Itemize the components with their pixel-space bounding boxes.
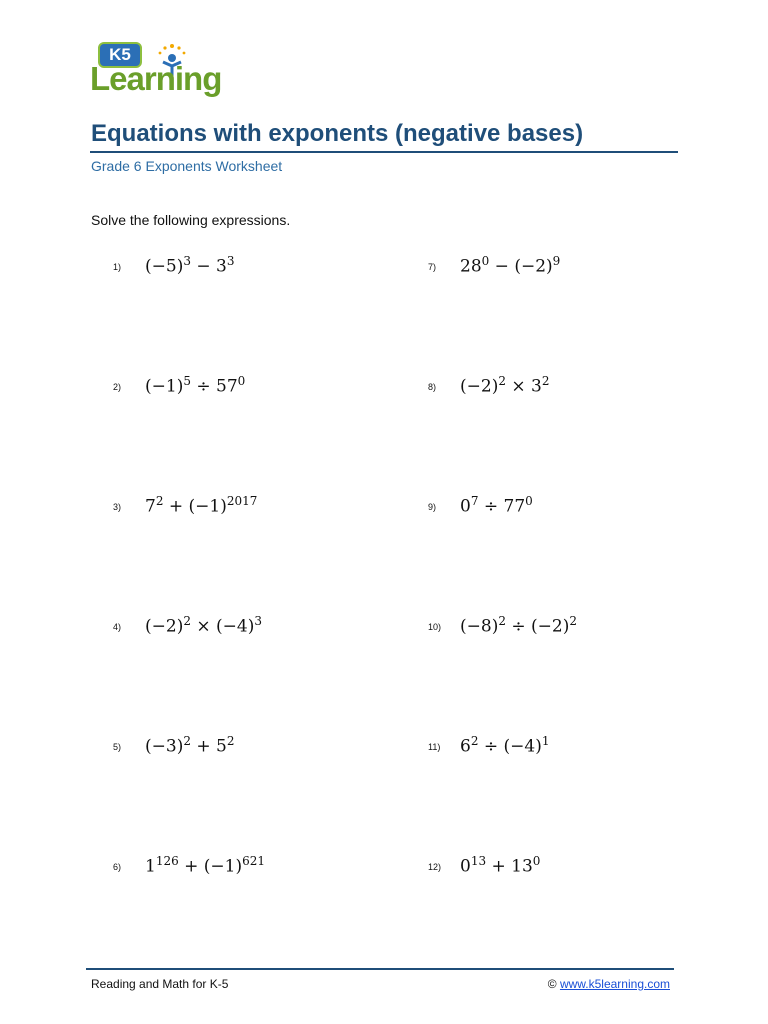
expression-exponent: 3 bbox=[226, 254, 235, 268]
expression-base: ÷ 57 bbox=[190, 376, 238, 397]
problem-number: 12) bbox=[428, 862, 442, 872]
expression-base: (−2) bbox=[460, 376, 499, 397]
instructions: Solve the following expressions. bbox=[91, 212, 291, 228]
expression-base: 0 bbox=[460, 496, 471, 517]
expression-base: ÷ 77 bbox=[478, 496, 526, 517]
expression-base: × (−4) bbox=[190, 616, 255, 637]
problem-number: 10) bbox=[428, 622, 442, 632]
problem-expression bbox=[460, 734, 550, 757]
expression-base: (−5) bbox=[145, 256, 184, 277]
problem-expression bbox=[460, 614, 577, 637]
problem-expression bbox=[460, 854, 540, 877]
problem-number: 1) bbox=[113, 262, 122, 272]
problem-number: 3) bbox=[113, 502, 122, 512]
problem-expression bbox=[460, 374, 549, 397]
problem-number: 9) bbox=[428, 502, 437, 512]
logo-badge: K5 bbox=[98, 42, 142, 68]
expression-exponent: 2 bbox=[569, 614, 577, 628]
problem-expression bbox=[145, 374, 245, 397]
header-rule bbox=[90, 151, 678, 153]
problem-number: 4) bbox=[113, 622, 122, 632]
expression-base: (−1) bbox=[145, 376, 184, 397]
problem-expression bbox=[145, 254, 234, 277]
expression-base: − (−2) bbox=[489, 256, 553, 277]
problem-expression bbox=[145, 494, 257, 517]
footer-rule bbox=[86, 968, 674, 970]
expression-exponent: 0 bbox=[237, 374, 246, 388]
expression-exponent: 2 bbox=[155, 494, 164, 508]
expression-exponent: 13 bbox=[470, 854, 487, 868]
footer-tagline: Reading and Math for K-5 bbox=[91, 977, 229, 991]
expression-exponent: 5 bbox=[183, 374, 191, 388]
website-link[interactable]: www.k5learning.com bbox=[559, 977, 670, 991]
expression-base: 28 bbox=[460, 256, 482, 277]
problem-number: 7) bbox=[428, 262, 437, 272]
expression-base: (−2) bbox=[145, 616, 184, 637]
expression-base: + 13 bbox=[486, 856, 533, 877]
expression-base: (−3) bbox=[145, 736, 184, 757]
expression-base: 0 bbox=[460, 856, 471, 877]
expression-exponent: 0 bbox=[481, 254, 490, 268]
expression-base: (−8) bbox=[460, 616, 499, 637]
expression-base: ÷ (−4) bbox=[478, 736, 542, 757]
expression-base: 6 bbox=[460, 736, 471, 757]
expression-exponent: 2 bbox=[498, 614, 506, 628]
footer-copyright bbox=[548, 977, 670, 991]
expression-base: − 3 bbox=[190, 256, 227, 277]
expression-exponent: 0 bbox=[525, 494, 533, 508]
expression-base: 1 bbox=[145, 856, 156, 877]
expression-exponent: 2 bbox=[470, 734, 479, 748]
problem-number: 8) bbox=[428, 382, 437, 392]
problem-number: 5) bbox=[113, 742, 122, 752]
expression-exponent: 2 bbox=[183, 734, 191, 748]
expression-exponent: 2 bbox=[541, 374, 550, 388]
expression-exponent: 3 bbox=[254, 614, 262, 628]
problem-expression bbox=[145, 854, 265, 877]
expression-exponent: 3 bbox=[183, 254, 191, 268]
copyright-symbol: © bbox=[547, 977, 557, 991]
expression-exponent: 621 bbox=[242, 854, 266, 868]
expression-exponent: 126 bbox=[155, 854, 179, 868]
expression-exponent: 9 bbox=[552, 254, 561, 268]
expression-base: × 3 bbox=[505, 376, 542, 397]
expression-exponent: 7 bbox=[470, 494, 479, 508]
expression-exponent: 2 bbox=[498, 374, 506, 388]
problem-number: 2) bbox=[113, 382, 122, 392]
expression-base: + (−1) bbox=[163, 496, 227, 517]
problem-expression bbox=[145, 614, 262, 637]
logo-word: Learning bbox=[90, 60, 222, 97]
expression-exponent: 0 bbox=[532, 854, 541, 868]
expression-exponent: 2 bbox=[226, 734, 235, 748]
expression-base: + (−1) bbox=[178, 856, 243, 877]
expression-base: ÷ (−2) bbox=[505, 616, 570, 637]
expression-base: + 5 bbox=[190, 736, 227, 757]
k5-learning-logo bbox=[90, 40, 225, 100]
page-title: Equations with exponents (negative bases) bbox=[91, 120, 584, 147]
page-subtitle: Grade 6 Exponents Worksheet bbox=[91, 158, 283, 174]
problem-number: 11) bbox=[428, 742, 441, 752]
expression-exponent: 2017 bbox=[226, 494, 258, 508]
problem-expression bbox=[460, 494, 533, 517]
problem-expression bbox=[460, 254, 560, 277]
expression-exponent: 2 bbox=[183, 614, 191, 628]
expression-base: 7 bbox=[145, 496, 156, 517]
problem-number: 6) bbox=[113, 862, 122, 872]
expression-exponent: 1 bbox=[541, 734, 550, 748]
problem-expression bbox=[145, 734, 234, 757]
